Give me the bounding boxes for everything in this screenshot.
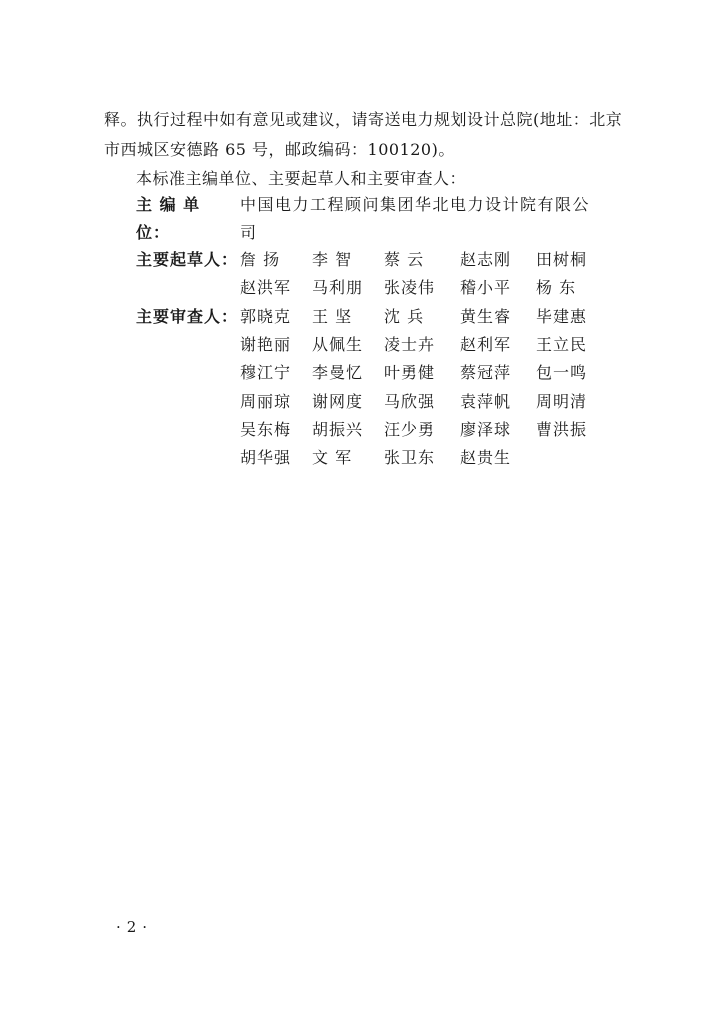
person-name: 稽小平 — [460, 278, 512, 298]
person-name: 廖泽球 — [460, 419, 512, 439]
person-name: 凌士卉 — [384, 335, 436, 355]
person-name: 王 坚 — [312, 307, 353, 326]
person-name: 田树桐 — [536, 250, 588, 269]
person-name: 马欣强 — [384, 391, 436, 411]
person-name: 李曼忆 — [312, 363, 364, 383]
drafters-label: 主要起草人： — [136, 250, 239, 269]
person-name: 赵志刚 — [460, 250, 512, 269]
person-name: 蔡冠萍 — [460, 363, 512, 383]
person-name: 胡华强 — [240, 448, 292, 467]
person-name: 汪少勇 — [384, 419, 436, 439]
editor-unit-name: 中国电力工程顾问集团华北电力设计院有限公 — [240, 195, 591, 214]
reviewers-label: 主要审查人： — [136, 307, 239, 326]
person-name: 赵贵生 — [460, 448, 512, 467]
page-number: ·2· — [116, 918, 154, 936]
person-name: 杨 东 — [536, 278, 577, 298]
person-name: 马利朋 — [312, 278, 364, 298]
person-name: 詹 扬 — [240, 250, 281, 269]
person-name: 谢艳丽 — [240, 335, 292, 355]
person-name: 沈 兵 — [384, 307, 425, 326]
person-name: 赵洪军 — [240, 278, 292, 298]
person-name: 李 智 — [312, 250, 353, 269]
person-name: 穆江宁 — [240, 363, 292, 383]
person-name: 包一鸣 — [536, 363, 588, 383]
paragraph-intro: 本标准主编单位、主要起草人和主要审查人： — [136, 169, 467, 188]
person-name: 袁萍帆 — [460, 391, 512, 411]
person-name: 赵利军 — [460, 335, 512, 355]
person-name: 周丽琼 — [240, 391, 292, 411]
person-name: 毕建惠 — [536, 307, 588, 326]
person-name: 黄生睿 — [460, 307, 512, 326]
person-name: 蔡 云 — [384, 250, 425, 269]
person-name: 谢网度 — [312, 391, 364, 411]
paragraph-contact: 释。执行过程中如有意见或建议，请寄送电力规划设计总院(地址：北京市西城区安德路 65 号，邮政编码：100120)。 — [104, 110, 623, 159]
person-name: 叶勇健 — [384, 363, 436, 383]
person-name: 郭晓克 — [240, 307, 292, 326]
person-name: 王立民 — [536, 335, 588, 355]
person-name: 曹洪振 — [536, 419, 588, 439]
editor-unit-name-continued: 司 — [240, 223, 258, 242]
person-name: 张卫东 — [384, 448, 436, 467]
person-name: 吴东梅 — [240, 419, 292, 439]
person-name: 周明清 — [536, 391, 588, 411]
person-name: 文 军 — [312, 448, 353, 467]
person-name: 从佩生 — [312, 335, 364, 355]
person-name: 胡振兴 — [312, 419, 364, 439]
person-name: 张凌伟 — [384, 278, 436, 298]
editor-unit-label: 主 编 单 位： — [136, 195, 201, 242]
